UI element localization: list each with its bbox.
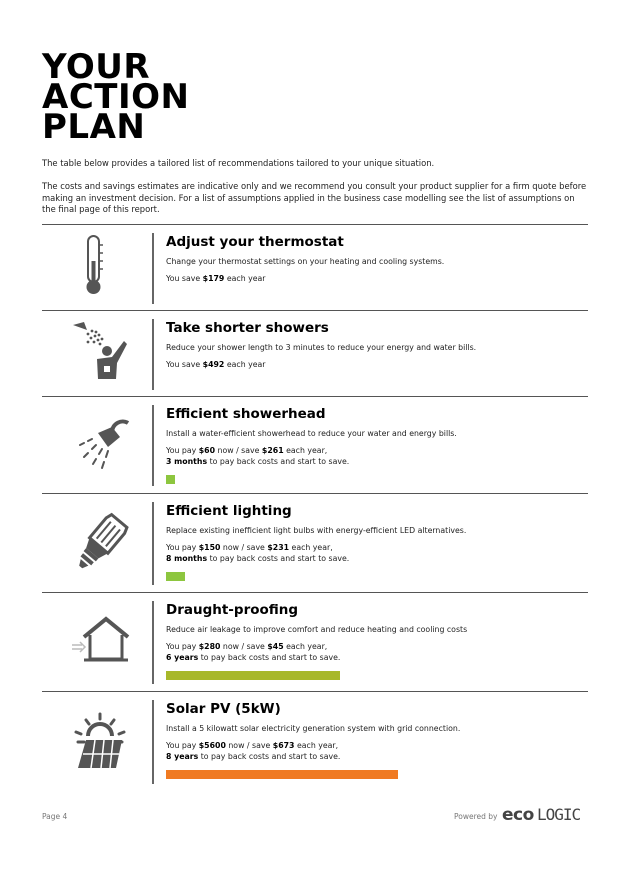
svg-text:eco: eco — [502, 805, 534, 824]
intro-paragraph-1: The table below provides a tailored list of recommendations tailored to your unique situation. — [42, 158, 435, 168]
recommendation-efficient-showerhead — [42, 396, 588, 494]
divider — [152, 319, 154, 390]
payback-bar — [166, 770, 398, 779]
recommendation-efficient-lighting — [42, 493, 588, 593]
divider — [152, 233, 154, 304]
divider — [152, 405, 154, 486]
rec-title: Draught-proofing — [166, 602, 299, 618]
page-number: Page 4 — [42, 812, 68, 821]
recommendation-thermostat — [42, 224, 588, 311]
title-line-3: PLAN — [42, 107, 146, 147]
divider — [152, 502, 154, 585]
rec-cost-savings: You pay $280 now / save $45 each year, — [166, 642, 328, 651]
thermometer-icon — [64, 231, 136, 303]
divider — [152, 601, 154, 684]
rec-payback: 8 months to pay back costs and start to save. — [166, 554, 350, 563]
showerhead-icon — [64, 409, 136, 481]
title-line-2: ACTION — [42, 77, 190, 117]
rec-cost-savings: You pay $150 now / save $231 each year, — [166, 543, 333, 552]
rec-description: Replace existing inefficient light bulbs with energy-efficient LED alternatives. — [166, 526, 467, 535]
recommendation-shorter-showers — [42, 310, 588, 397]
payback-bar — [166, 671, 340, 680]
solar-panel-icon — [64, 706, 136, 778]
title-line-1: YOUR — [42, 47, 151, 87]
rec-payback: 6 years to pay back costs and start to save. — [166, 653, 341, 662]
led-bulb-icon — [64, 508, 136, 580]
rec-title: Adjust your thermostat — [166, 234, 344, 250]
rec-description: Reduce air leakage to improve comfort and reduce heating and cooling costs — [166, 625, 468, 634]
powered-by-label: Powered by — [454, 812, 498, 821]
payback-bar — [166, 572, 185, 581]
shower-person-icon — [64, 319, 136, 391]
rec-title: Efficient lighting — [166, 503, 292, 519]
rec-cost-savings: You pay $60 now / save $261 each year, — [166, 446, 328, 455]
rec-description: Change your thermostat settings on your heating and cooling systems. — [166, 257, 445, 266]
rec-description: Install a water-efficient showerhead to reduce your water and energy bills. — [166, 429, 457, 438]
rec-description: Reduce your shower length to 3 minutes to reduce your energy and water bills. — [166, 343, 477, 352]
rec-title: Take shorter showers — [166, 320, 329, 336]
rec-cost-savings: You pay $5600 now / save $673 each year, — [166, 741, 339, 750]
svg-text:LOGIC: LOGIC — [537, 805, 581, 824]
recommendation-draught-proofing — [42, 592, 588, 692]
rec-payback: 3 months to pay back costs and start to save. — [166, 457, 350, 466]
intro-paragraph-2: The costs and savings estimates are indicative only and we recommend you consult your product supplier for a firm quote before making an investment decision. For a list of assumptions applied in the business case modelling see the list of assumptions on the final page of this report. — [42, 181, 587, 214]
rec-title: Solar PV (5kW) — [166, 701, 281, 717]
divider — [152, 700, 154, 784]
draught-house-icon — [64, 607, 136, 679]
payback-bar — [166, 475, 175, 484]
rec-title: Efficient showerhead — [166, 406, 326, 422]
ecologic-logo — [502, 804, 588, 824]
rec-savings: You save $179 each year — [166, 274, 266, 283]
rec-description: Install a 5 kilowatt solar electricity generation system with grid connection. — [166, 724, 461, 733]
rec-savings: You save $492 each year — [166, 360, 266, 369]
recommendation-solar-pv — [42, 691, 588, 790]
rec-payback: 8 years to pay back costs and start to save. — [166, 752, 341, 761]
page-title — [42, 47, 190, 147]
